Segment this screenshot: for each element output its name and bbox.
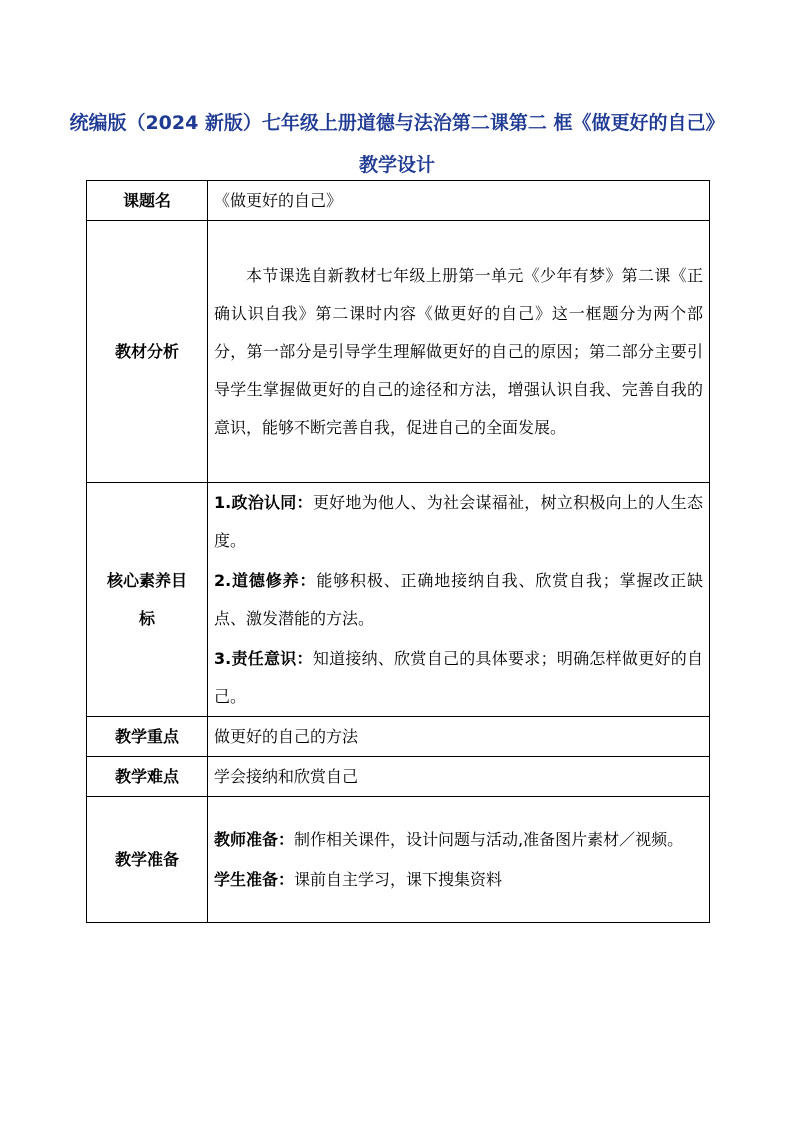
table-row-topic: [87, 181, 710, 221]
analysis-text: 本节课选自新教材七年级上册第一单元《少年有梦》第二课《正确认识自我》第二课时内容《做更好的自己》这一框题分为两个部分，第一部分是引导学生理解做更好的自己的原因；第二部分主要引导学生掌握做更好的自己的途径和方法，增强认识自我、完善自我的意识，能够不断完善自我，促进自己的全面发展。: [214, 265, 703, 437]
goal-item: [214, 562, 703, 638]
goal-term: 3.责任意识：: [214, 648, 313, 668]
goal-term: 1.政治认同：: [214, 492, 313, 512]
prep-term: 学生准备：: [214, 869, 295, 889]
goal-text: 能够积极、正确地接纳自我、欣赏自我；掌握改正缺点、激发潜能的方法。: [214, 570, 703, 628]
goal-text: 知道接纳、欣赏自己的具体要求；明确怎样做更好的自己。: [214, 648, 703, 706]
goal-text: 更好地为他人、为社会谋福祉，树立积极向上的人生态度。: [214, 492, 703, 550]
difficulty-value: 学会接纳和欣赏自己: [208, 757, 710, 797]
table-row-analysis: [87, 221, 710, 483]
row-label-preparation: 教学准备: [87, 797, 208, 923]
prep-item: [214, 861, 703, 899]
prep-text: 制作相关课件，设计问题与活动,准备图片素材／视频。: [294, 829, 684, 849]
table-row-goals: [87, 483, 710, 717]
goal-term: 2.道德修养：: [214, 570, 317, 590]
table-row-preparation: [87, 797, 710, 923]
row-label-difficulty: 教学难点: [87, 757, 208, 797]
row-label-topic: 课题名: [87, 181, 208, 221]
prep-item: [214, 821, 703, 859]
document-title: 统编版（2024 新版）七年级上册道德与法治第二课第二 框《做更好的自己》教学设计: [69, 112, 725, 176]
table-row-difficulty: [87, 757, 710, 797]
row-label-key-point: 教学重点: [87, 717, 208, 757]
goal-item: [214, 640, 703, 716]
lesson-plan-table: [86, 180, 710, 923]
table-row-key-point: [87, 717, 710, 757]
row-label-goals: 核心素养目标: [87, 483, 208, 717]
topic-value: 《做更好的自己》: [208, 181, 710, 221]
goal-item: [214, 484, 703, 560]
prep-term: 教师准备：: [214, 829, 295, 849]
prep-text: 课前自主学习，课下搜集资料: [294, 869, 503, 889]
row-label-analysis: 教材分析: [87, 221, 208, 483]
key-point-value: 做更好的自己的方法: [208, 717, 710, 757]
